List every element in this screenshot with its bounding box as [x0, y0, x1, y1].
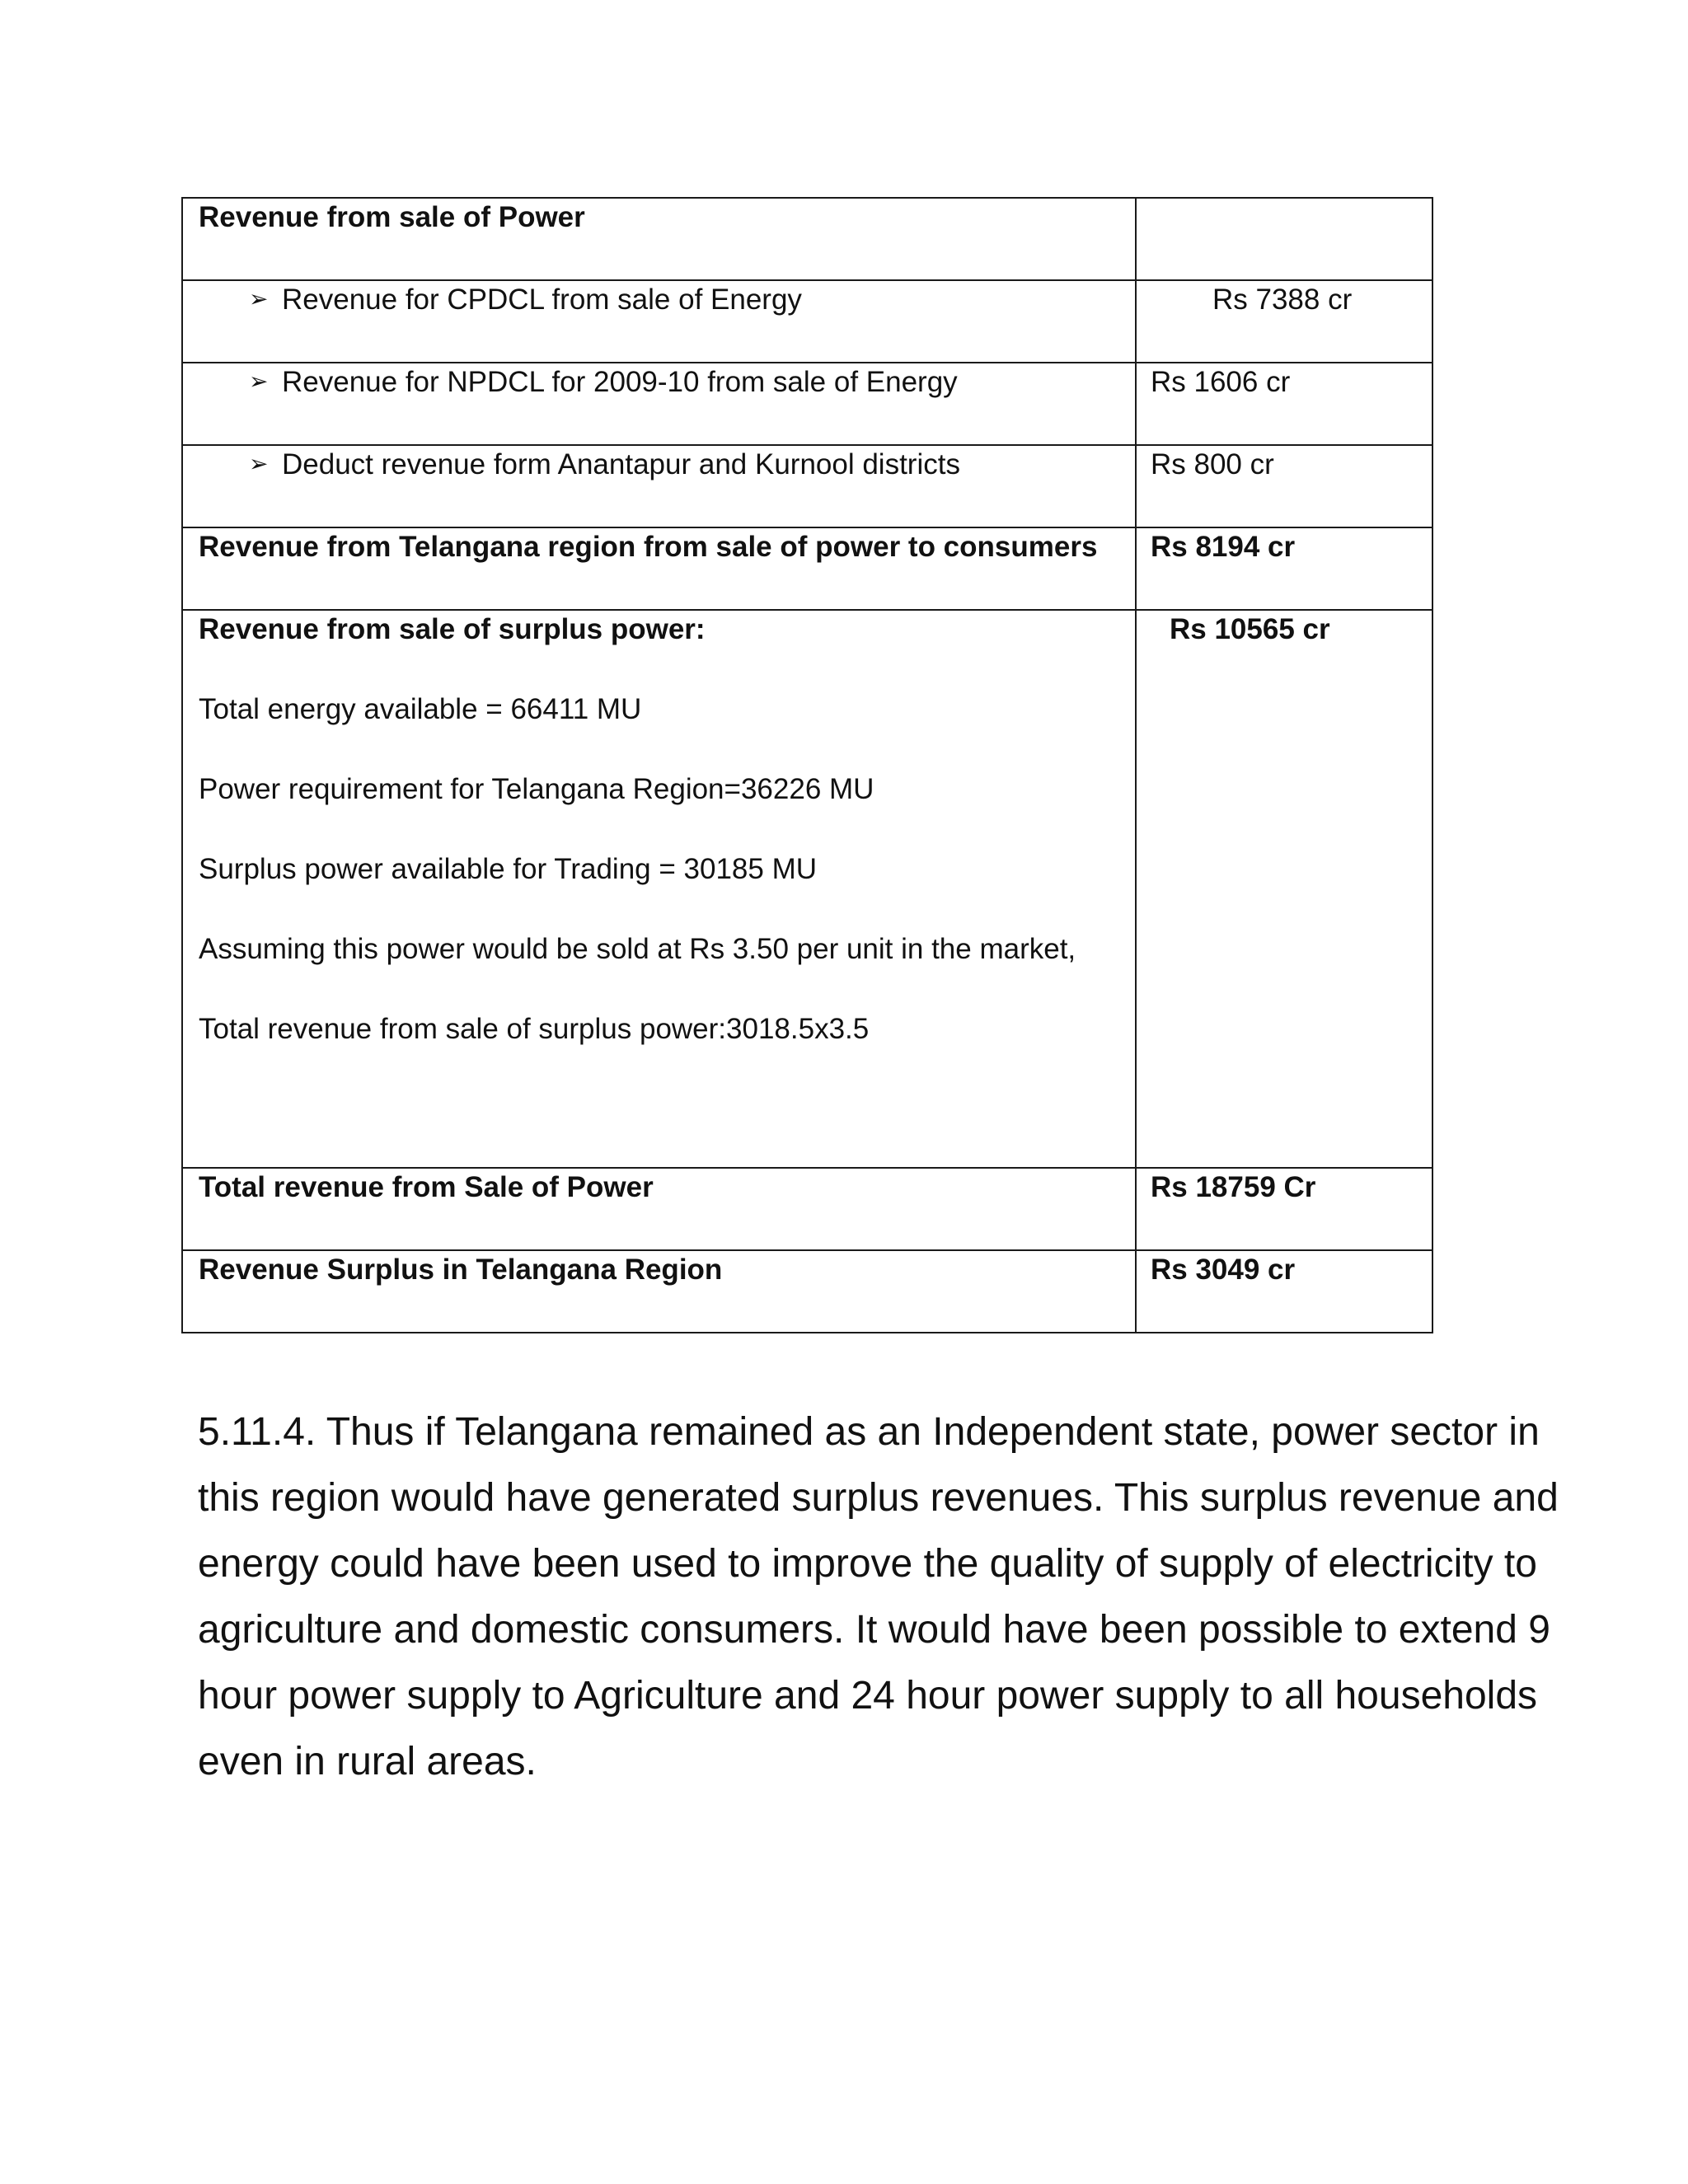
body-paragraph: [198, 1399, 1559, 1795]
table-row-surplus: [182, 610, 1432, 1168]
surplus-region-label: Revenue Surplus in Telangana Region: [182, 1250, 1136, 1333]
deduct-label: Deduct revenue form Anantapur and Kurnool districts: [282, 448, 960, 480]
table-row-npdcl: [182, 363, 1432, 445]
surplus-line: Power requirement for Telangana Region=36226 MU: [199, 773, 874, 805]
surplus-value: Rs 10565 cr: [1136, 610, 1432, 1168]
surplus-line: Total revenue from sale of surplus power:3018.5x3.5: [199, 1013, 870, 1045]
header-label: Revenue from sale of Power: [182, 198, 1136, 280]
table-row-header: [182, 198, 1432, 280]
npdcl-label-cell: [182, 363, 1136, 445]
surplus-line: Surplus power available for Trading = 30185 MU: [199, 853, 818, 885]
npdcl-value: Rs 1606 cr: [1136, 363, 1432, 445]
surplus-heading: Revenue from sale of surplus power:: [199, 613, 706, 645]
table-row-surplus-region: [182, 1250, 1432, 1333]
cpdcl-label-cell: [182, 280, 1136, 363]
paragraph-line: 5.11.4. Thus if Telangana remained as an Independent state, power sector in: [198, 1410, 1540, 1454]
surplus-region-value: Rs 3049 cr: [1136, 1250, 1432, 1333]
table-row-telangana: [182, 527, 1432, 610]
total-label: Total revenue from Sale of Power: [182, 1168, 1136, 1250]
total-value: Rs 18759 Cr: [1136, 1168, 1432, 1250]
paragraph-line: this region would have generated surplus revenues. This surplus revenue and: [198, 1476, 1559, 1520]
paragraph-line: hour power supply to Agriculture and 24 hour power supply to all households: [198, 1674, 1538, 1718]
telangana-label: Revenue from Telangana region from sale of power to consumers: [182, 527, 1136, 610]
surplus-line: Assuming this power would be sold at Rs 3.50 per unit in the market,: [199, 933, 1076, 965]
arrow-bullet-icon: ➢: [249, 451, 269, 476]
table-row-total: [182, 1168, 1432, 1250]
header-value: [1136, 198, 1432, 280]
paragraph-line: agriculture and domestic consumers. It would have been possible to extend 9: [198, 1608, 1550, 1652]
paragraph-line: even in rural areas.: [198, 1740, 537, 1783]
npdcl-label: Revenue for NPDCL for 2009-10 from sale of Energy: [282, 366, 958, 398]
table-row-cpdcl: [182, 280, 1432, 363]
cpdcl-value: Rs 7388 cr: [1136, 280, 1432, 363]
arrow-bullet-icon: ➢: [249, 286, 269, 312]
deduct-value: Rs 800 cr: [1136, 445, 1432, 527]
revenue-table: [181, 197, 1433, 1333]
surplus-line: Total energy available = 66411 MU: [199, 693, 642, 725]
cpdcl-label: Revenue for CPDCL from sale of Energy: [282, 284, 802, 316]
table-row-deduct: [182, 445, 1432, 527]
deduct-label-cell: [182, 445, 1136, 527]
surplus-cell: [182, 610, 1136, 1168]
arrow-bullet-icon: ➢: [249, 368, 269, 394]
telangana-value: Rs 8194 cr: [1136, 527, 1432, 610]
paragraph-line: energy could have been used to improve the quality of supply of electricity to: [198, 1542, 1537, 1586]
